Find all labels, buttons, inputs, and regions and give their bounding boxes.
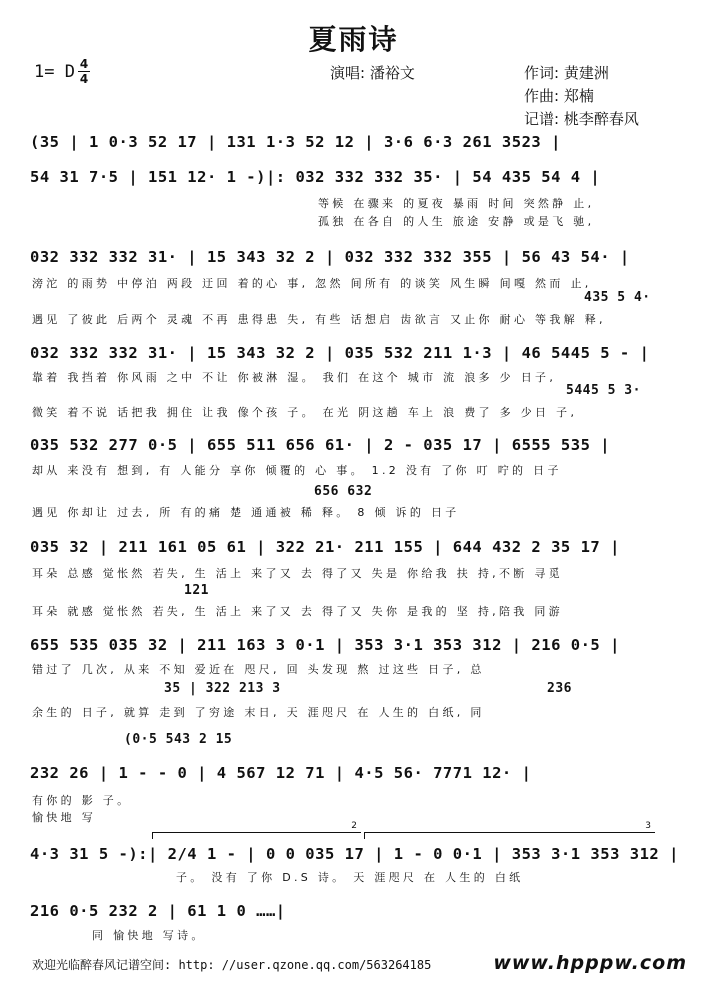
lyric-row-2-verse-2: 孤独 在各自 的人生 旅途 安静 或是飞 驰, <box>318 215 595 228</box>
composer-credit: 作曲: 郑楠 <box>524 87 594 105</box>
lyric-row-6-verse-1: 耳朵 总感 觉怅然 若失, 生 活上 来了又 去 得了又 失是 你给我 扶 持,不断 寻觅 <box>32 567 563 580</box>
time-sig-top: 4 <box>79 57 89 71</box>
pre-notation-row-8: (0·5 543 2 15 <box>124 732 233 747</box>
alt-notation-row-6: 121 <box>184 583 209 598</box>
notation-row-9: 4·3 31 5 -):| 2/4 1 - | 0 0 035 17 | 1 - 0 0·1 | 353 3·1 353 312 | <box>30 845 679 863</box>
notation-row-1: (35 | 1 0·3 52 17 | 131 1·3 52 12 | 3·6 6·3 261 3523 | <box>30 133 561 151</box>
notation-row-3: 032 332 332 31· | 15 343 32 2 | 032 332 332 355 | 56 43 54· | <box>30 248 630 266</box>
lyric-row-3-verse-1: 滂沱 的雨势 中停泊 两段 迂回 着的心 事, 忽然 间所有 的谈笑 风生瞬 间嘎 然而 止, <box>32 277 592 290</box>
lyric-row-10: 同 愉快地 写诗。 <box>92 929 206 942</box>
alt-notation-row-4: 5445 5 3· <box>566 383 641 398</box>
lyric-row-2-verse-1: 等候 在骤来 的夏夜 暴雨 时间 突然静 止, <box>318 197 595 210</box>
lyric-row-7-verse-2: 余生的 日子, 就算 走到 了穷途 末日, 天 涯咫尺 在 人生的 白纸, 同 <box>32 706 485 719</box>
singer-credit: 演唱: 潘裕文 <box>330 64 415 82</box>
lyric-row-3-verse-2: 遇见 了彼此 后两个 灵魂 不再 患得患 失, 有些 话想启 齿欲言 又止你 耐心 等我解 释, <box>32 313 606 326</box>
lyricist-credit: 作词: 黄建洲 <box>524 64 609 82</box>
footer-text: 欢迎光临醉春风记谱空间: http: //user.qzone.qq.com/563264185 <box>32 958 432 972</box>
volta-label-3: 3 <box>645 821 651 831</box>
volta-bracket-2 <box>152 821 361 839</box>
site-watermark: www.hpppw.com <box>493 952 687 974</box>
lyric-row-5-verse-2: 遇见 你却让 过去, 所 有的痛 楚 通通被 稀 释。 8 倾 诉的 日子 <box>32 506 460 519</box>
lyric-row-9: 子。 没有 了你 D.S 诗。 天 涯咫尺 在 人生的 白纸 <box>176 871 524 884</box>
time-sig-bottom: 4 <box>79 72 89 86</box>
volta-bracket-3 <box>364 821 655 839</box>
notation-row-4: 032 332 332 31· | 15 343 32 2 | 035 532 211 1·3 | 46 5445 5 - | <box>30 344 650 362</box>
alt-notation-row-3: 435 5 4· <box>584 290 651 305</box>
transcriber-credit: 记谱: 桃李醉春风 <box>524 110 639 128</box>
lyric-row-6-verse-2: 耳朵 就感 觉怅然 若失, 生 活上 来了又 去 得了又 失你 是我的 坚 持,陪我 同游 <box>32 605 563 618</box>
notation-row-6: 035 32 | 211 161 05 61 | 322 21· 211 155 | 644 432 2 35 17 | <box>30 538 620 556</box>
notation-row-10: 216 0·5 232 2 | 61 1 0 ……| <box>30 902 286 920</box>
notation-row-5: 035 532 277 0·5 | 655 511 656 61· | 2 - 035 17 | 6555 535 | <box>30 436 611 454</box>
lyric-row-4-verse-2: 微笑 着不说 话把我 拥住 让我 像个孩 子。 在光 阴这趟 车上 浪 费了 多 少日 子, <box>32 406 578 419</box>
lyric-row-4-verse-1: 靠着 我挡着 你风雨 之中 不让 你被淋 湿。 我们 在这个 城市 流 浪多 少 日子, <box>32 371 557 384</box>
lyric-row-8-verse-1: 有你的 影 子。 <box>32 794 132 807</box>
key-signature: 1= D <box>34 62 75 82</box>
alt-notation-row-5: 656 632 <box>314 484 373 499</box>
volta-label-2: 2 <box>351 821 357 831</box>
song-title: 夏雨诗 <box>308 23 399 56</box>
notation-row-2: 54 31 7·5 | 151 12· 1 -)|: 032 332 332 35· | 54 435 54 4 | <box>30 168 601 186</box>
time-signature <box>78 58 90 85</box>
lyric-row-8-verse-2: 愉快地 写 <box>32 811 96 824</box>
notation-row-8: 232 26 | 1 - - 0 | 4 567 12 71 | 4·5 56· 7771 12· | <box>30 764 532 782</box>
lyric-row-7-verse-1: 错过了 几次, 从来 不知 爱近在 咫尺, 回 头发现 熬 过这些 日子, 总 <box>32 663 485 676</box>
notation-row-7: 655 535 035 32 | 211 163 3 0·1 | 353 3·1 353 312 | 216 0·5 | <box>30 636 620 654</box>
lyric-row-5-verse-1: 却从 来没有 想到, 有 人能分 享你 倾覆的 心 事。 1.2 没有 了你 叮 咛的 日子 <box>32 464 562 477</box>
alt-notation-row-7: 35 | 322 213 3 236 <box>164 681 573 696</box>
